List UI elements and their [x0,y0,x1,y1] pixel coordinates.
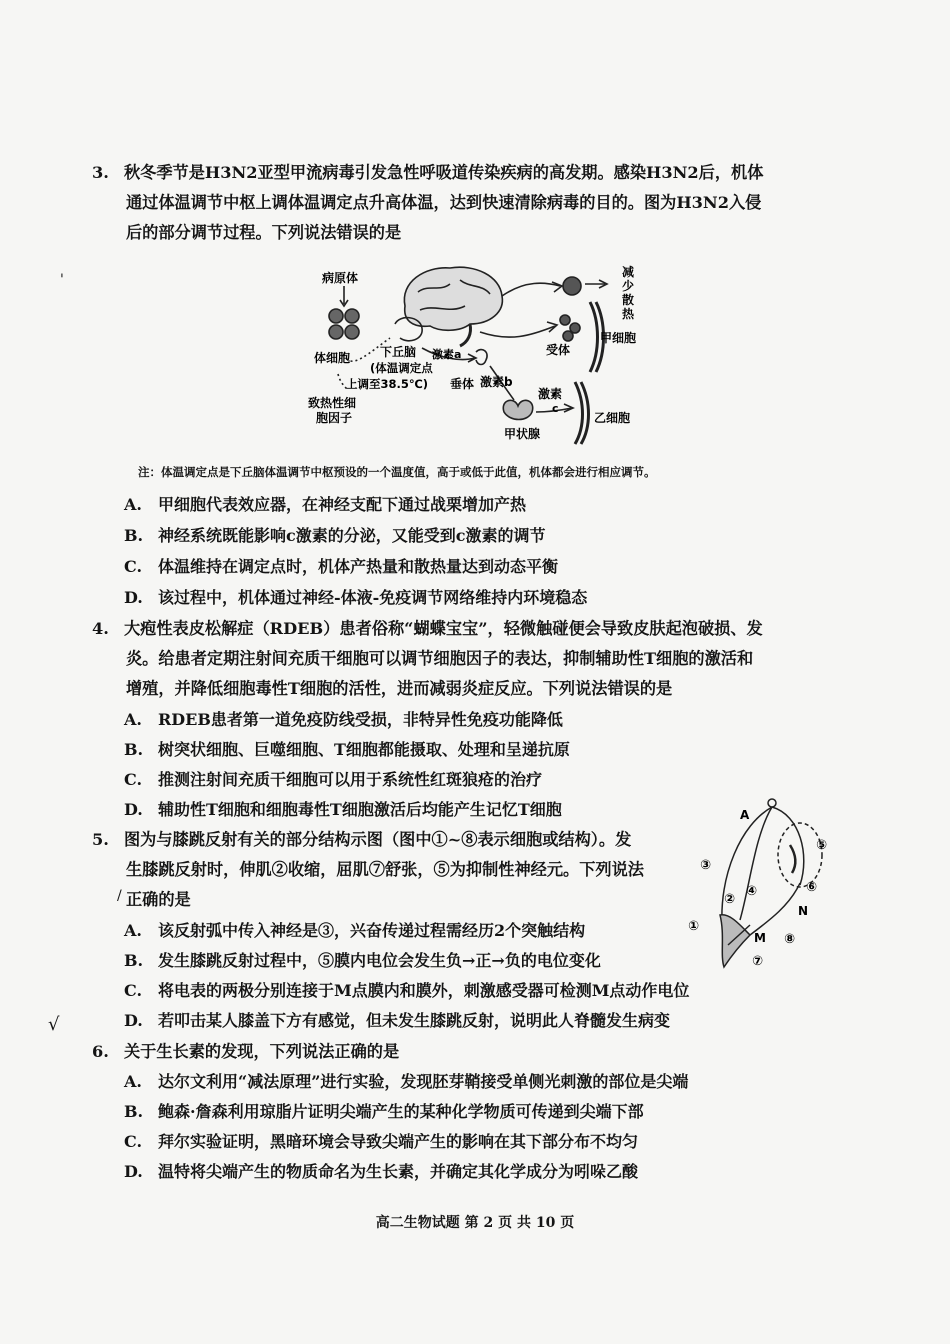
question-number: 3. [92,163,109,182]
structure-6-label: ⑥ [806,880,818,895]
reduce-heat-label: 减 [622,265,635,279]
option-d: D. 辅助性T细胞和细胞毒性T细胞激活后均能产生记忆T细胞 [124,800,562,819]
structure-8-label: ⑧ [784,932,796,947]
question-3 [92,158,832,248]
option-c: C. 推测注射间充质干细胞可以用于系统性红斑狼疮的治疗 [124,770,543,789]
handwritten-tick: ' [60,272,64,288]
pathogen-label: 病原体 [322,271,359,285]
question-text: 通过体温调节中枢上调体温调定点升高体温，达到快速清除病毒的目的。图为H3N2入侵 [126,193,762,212]
point-n-label: N [798,904,809,918]
receptor-label: 受体 [546,343,571,357]
structure-7-label: ⑦ [752,954,764,969]
option-a: A. 达尔文利用“减法原理”进行实验，发现胚芽鞘接受单侧光刺激的部位是尖端 [124,1072,689,1091]
handwritten-slash: / [117,888,122,904]
hypothalamus-label: 下丘脑 [380,345,417,359]
question-text: 关于生长素的发现，下列说法正确的是 [124,1042,400,1061]
knee-reflex-diagram [680,795,850,975]
page-footer: 高二生物试题 第 2 页 共 10 页 [375,1215,575,1231]
question-text: 炎。给患者定期注射间充质干细胞可以调节细胞因子的表达，抑制辅助性T细胞的激活和 [126,649,754,668]
question-text: 大疱性表皮松解症（RDEB）患者俗称“蝴蝶宝宝”，轻微触碰便会导致皮肤起泡破损、发 [124,619,763,638]
body-cell-icon [329,309,343,323]
question-6 [92,1037,832,1067]
pituitary-icon [476,350,487,365]
body-cell-label: 体细胞 [314,351,351,365]
option-d: D. 温特将尖端产生的物质命名为生长素，并确定其化学成分为吲哚乙酸 [124,1162,639,1181]
question-text: 正确的是 [126,890,191,909]
structure-1-label: ① [688,919,700,934]
option-a: A. RDEB患者第一道免疫防线受损，非特异性免疫功能降低 [124,710,563,729]
point-m-label: M [754,931,766,945]
spinal-cord-region [778,823,822,887]
hormone-c-label: 激素 [538,387,563,401]
cell-jia-label: 甲细胞 [600,331,637,345]
reduce-heat-label: 热 [622,307,635,321]
thyroid-icon [503,400,532,419]
reduce-heat-label: 少 [622,279,635,293]
effector-icon [563,277,581,295]
question-text: 后的部分调节过程。下列说法错误的是 [126,223,402,242]
thermoregulation-diagram [300,262,660,452]
leg-shape [720,915,750,967]
question-text: 秋冬季节是H3N2亚型甲流病毒引发急性呼吸道传染疾病的高发期。感染H3N2后，机体 [124,163,764,182]
structure-5-label: ⑤ [816,838,828,853]
cell-yi-label: 乙细胞 [594,411,631,425]
option-b: B. 神经系统既能影响c激素的分泌，又能受到c激素的调节 [124,526,546,545]
hormone-a-label: 激素a [432,348,462,361]
structure-4-label: ④ [746,884,758,899]
question-number: 5. [92,830,109,849]
brain-icon [404,267,502,330]
question-number: 4. [92,619,109,638]
question-number: 6. [92,1042,109,1061]
option-b: B. 树突状细胞、巨噬细胞、T细胞都能摄取、处理和呈递抗原 [124,740,570,759]
question-text: 图为与膝跳反射有关的部分结构示图（图中①~⑧表示细胞或结构）。发 [124,830,632,849]
question-text: 生膝跳反射时，伸肌②收缩，屈肌⑦舒张，⑤为抑制性神经元。下列说法 [126,860,644,879]
option-c: C. 体温维持在调定点时，机体产热量和散热量达到动态平衡 [124,557,559,576]
setpoint-label: 上调至38.5℃) [346,377,429,391]
option-d: D. 该过程中，机体通过神经-体液-免疫调节网络维持内环境稳态 [124,588,588,607]
option-b: B. 发生膝跳反射过程中，⑤膜内电位会发生负→正→负的电位变化 [124,951,601,970]
option-a: A. 甲细胞代表效应器，在神经支配下通过战栗增加产热 [124,495,527,514]
setpoint-label: (体温调定点 [370,361,433,375]
pituitary-label: 垂体 [450,377,475,391]
option-d: D. 若叩击某人膝盖下方有感觉，但未发生膝跳反射，说明此人脊髓发生病变 [124,1011,671,1030]
option-b: B. 鲍森·詹森利用琼脂片证明尖端产生的某种化学物质可传递到尖端下部 [124,1102,644,1121]
option-c: C. 将电表的两极分别连接于M点膜内和膜外，刺激感受器可检测M点动作电位 [124,981,690,1000]
reduce-heat-label: 散 [622,293,635,307]
thyroid-label: 甲状腺 [504,427,541,441]
hormone-b-label: 激素b [480,375,513,389]
figure-note: 注：体温调定点是下丘脑体温调节中枢预设的一个温度值，高于或低于此值，机体都会进行相应调节。 [138,465,656,479]
handwritten-check-mark: √ [48,1014,60,1035]
option-c: C. 拜尔实验证明，黑暗环境会导致尖端产生的影响在其下部分布不均匀 [124,1132,639,1151]
question-5 [92,825,682,915]
structure-3-label: ③ [700,858,712,873]
question-4 [92,614,832,704]
question-text: 增殖，并降低细胞毒性T细胞的活性，进而减弱炎症反应。下列说法错误的是 [126,679,673,698]
option-a: A. 该反射弧中传入神经是③，兴奋传递过程需经历2个突触结构 [124,921,586,940]
pyrogen-label: 胞因子 [316,411,353,425]
hormone-c-label: c [552,402,559,415]
pyrogen-label: 致热性细 [308,396,357,410]
structure-2-label: ② [724,892,736,907]
point-a-label: A [740,808,750,822]
